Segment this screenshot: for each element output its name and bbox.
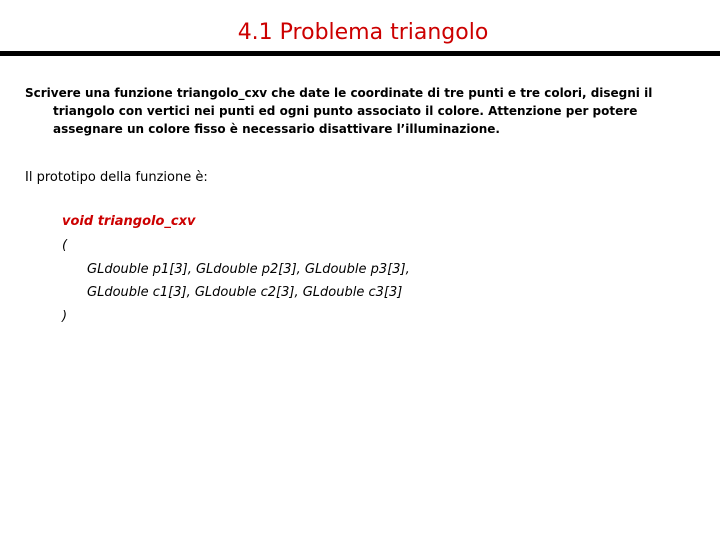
parameters-points: GLdouble p1[3], GLdouble p2[3], GLdouble p3[3],	[87, 262, 410, 277]
title-divider	[0, 51, 720, 56]
close-parenthesis: )	[62, 309, 68, 324]
function-signature-name: void triangolo_cxv	[62, 214, 196, 229]
exercise-description: Scrivere una funzione triangolo_cxv che date le coordinate di tre punti e tre colori, disegni il triangolo con vertici nei punti ed ogni punto associato il colore. Attenzione per potere assegnare un colore fisso è necessario disattivare l’illuminazione.	[25, 86, 653, 136]
prototype-label: Il prototipo della funzione è:	[25, 170, 208, 185]
open-parenthesis: (	[62, 238, 68, 253]
parameters-colors: GLdouble c1[3], GLdouble c2[3], GLdouble c3[3]	[87, 285, 403, 300]
slide-title: 4.1 Problema triangolo	[237, 20, 489, 45]
